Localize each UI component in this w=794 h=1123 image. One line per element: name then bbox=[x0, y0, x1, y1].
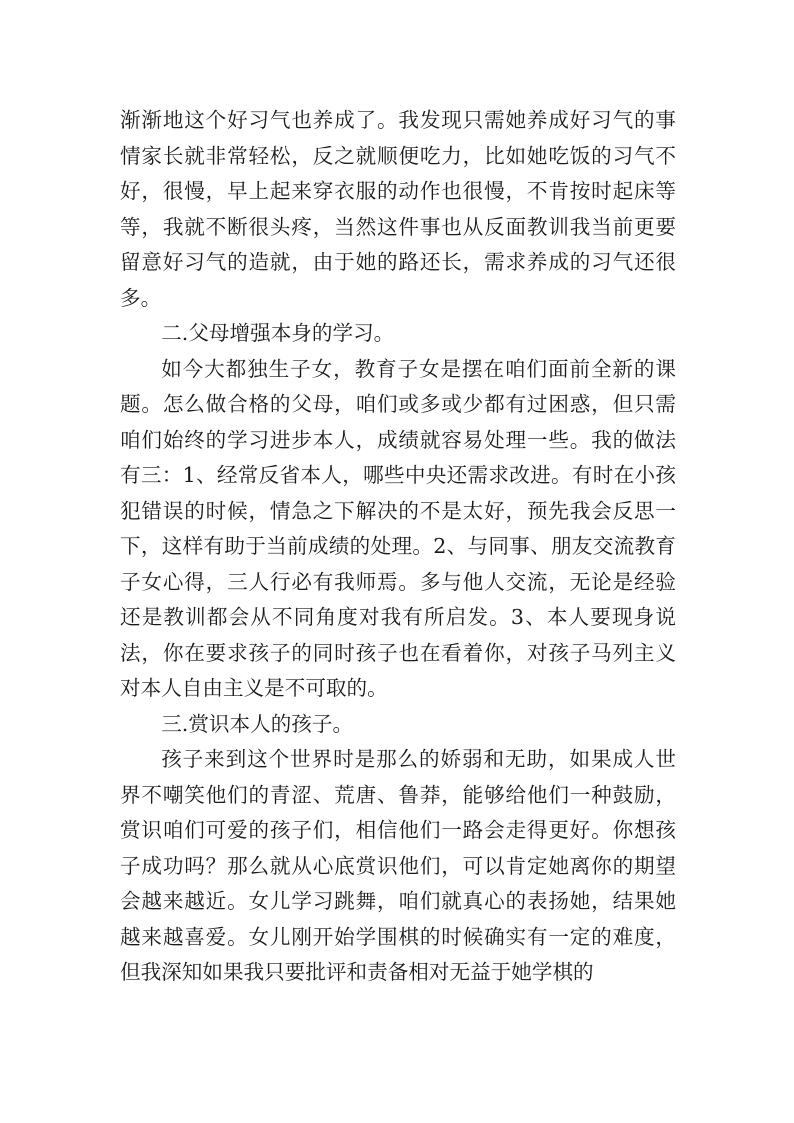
paragraph-parent-learning: 如今大都独生子女，教育子女是摆在咱们面前全新的课题。怎么做合格的父母，咱们或多或少都有过困惑，但只需咱们始终的学习进步本人，成绩就容易处理一些。我的做法有三：1、经常反省本人，哪些中央还需求改进。有时在小孩犯错误的时候，情急之下解决的不是太好，预先我会反思一下，这样有助于当前成绩的处理。2、与同事、朋友交流教育子女心得，三人行必有我师焉。多与他人交流，无论是经验还是教训都会从不同角度对我有所启发。3、本人要现身说法，你在要求孩子的同时孩子也在看着你，对孩子马列主义对本人自由主义是不可取的。 bbox=[120, 356, 676, 700]
section-heading-appreciate-child: 三.赏识本人的孩子。 bbox=[161, 711, 354, 736]
document-body bbox=[120, 103, 676, 991]
section-heading-parent-learning: 二.父母增强本身的学习。 bbox=[161, 321, 395, 345]
paragraph-habits-continued: 渐渐地这个好习气也养成了。我发现只需她养成好习气的事情家长就非常轻松，反之就顺便吃力，比如她吃饭的习气不好，很慢，早上起来穿衣服的动作也很慢，不肯按时起床等等，我就不断很头疼，当然这件事也从反面教训我当前更要留意好习气的造就，由于她的路还长，需求养成的习气还很多。 bbox=[120, 108, 676, 310]
paragraph-appreciate-child: 孩子来到这个世界时是那么的娇弱和无助，如果成人世界不嘲笑他们的青涩、荒唐、鲁莽，能够给他们一种鼓励，赏识咱们可爱的孩子们，相信他们一路会走得更好。你想孩子成功吗？那么就从心底赏识他们，可以肯定她离你的期望会越来越近。女儿学习跳舞，咱们就真心的表扬她，结果她越来越喜爱。女儿刚开始学围棋的时候确实有一定的难度，但我深知如果我只要批评和责备相对无益于她学棋的 bbox=[120, 747, 676, 984]
